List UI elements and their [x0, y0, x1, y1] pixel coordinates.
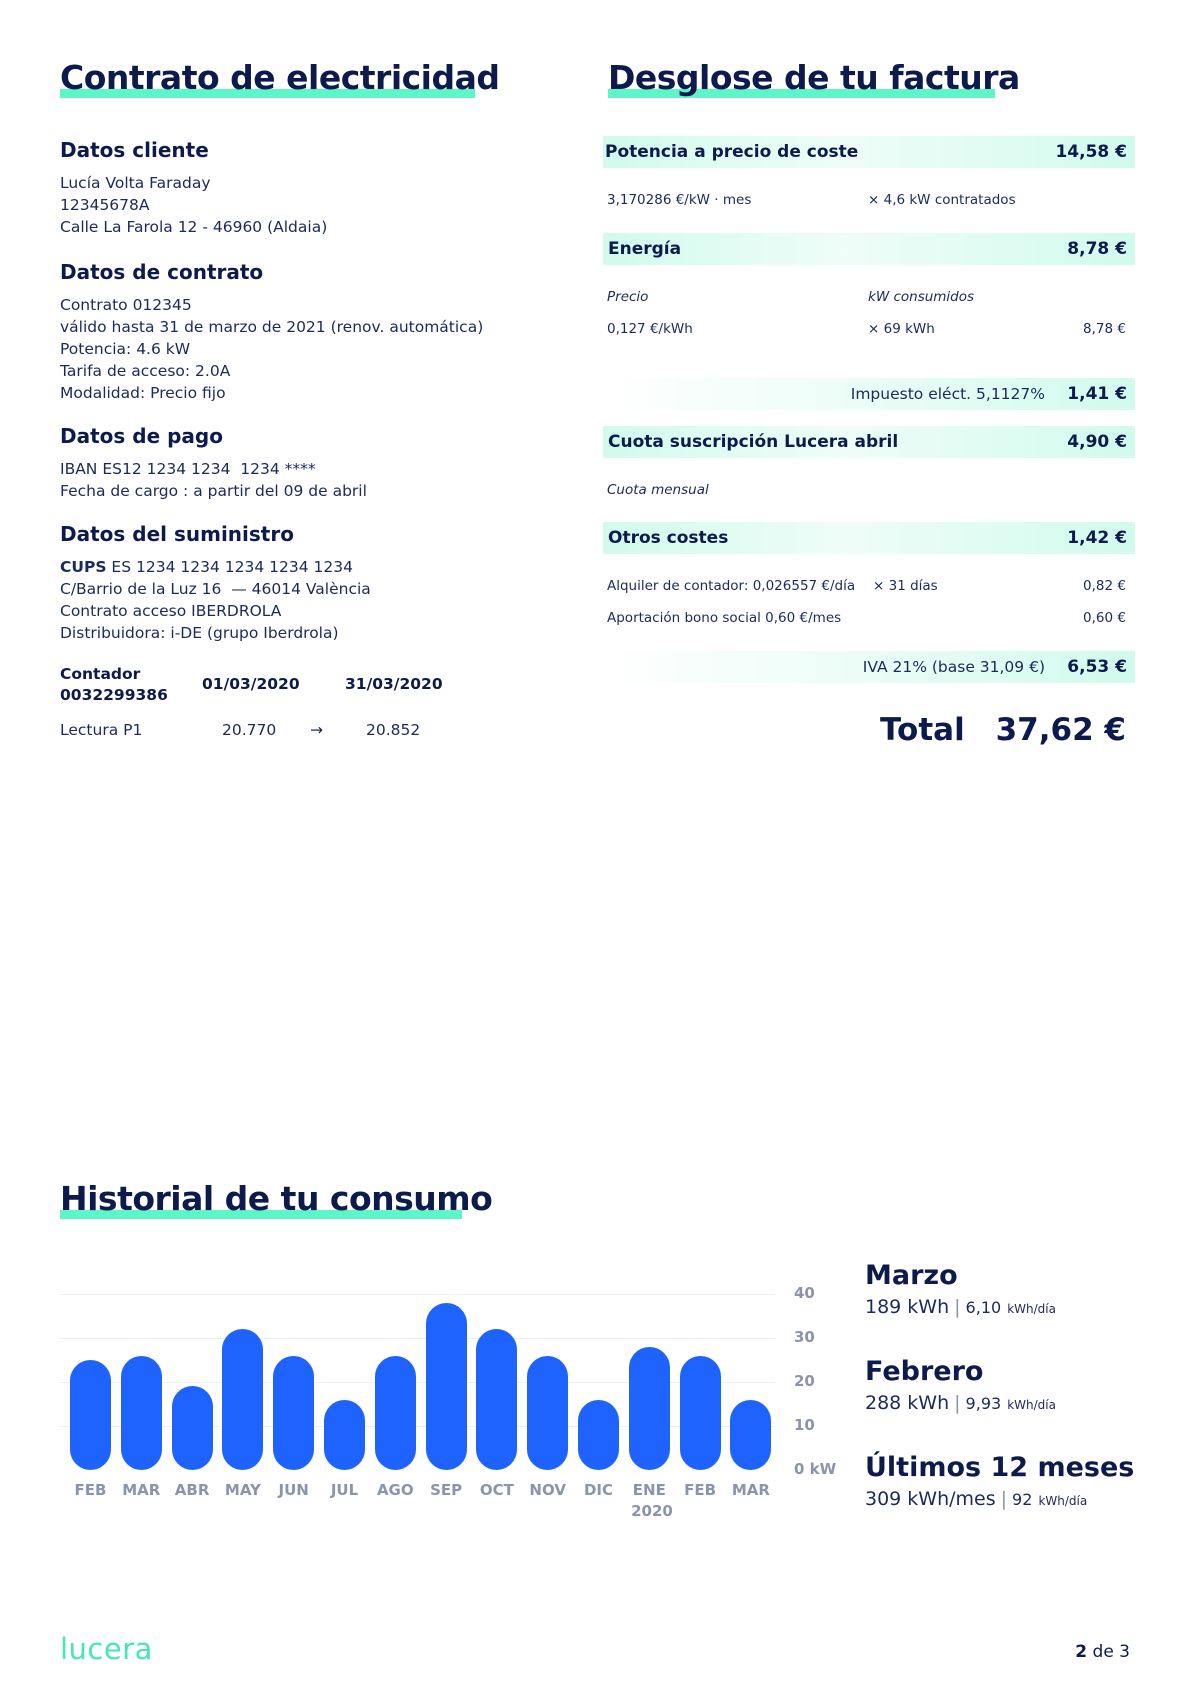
stat-year-title: Últimos 12 meses: [865, 1452, 1135, 1483]
stat-prev-value: [865, 1392, 1056, 1414]
stat-year-kwh: 309 kWh/mes: [865, 1488, 996, 1510]
x-tick-label: NOV: [529, 1481, 566, 1499]
contract-mode: Modalidad: Precio fijo: [60, 384, 226, 402]
contract-heading: Datos de contrato: [60, 260, 264, 284]
client-id: 12345678A: [60, 196, 150, 214]
meter-reading-from: 20.770: [222, 721, 277, 739]
x-tick-label: AGO: [376, 1481, 414, 1499]
meter-date-to: 31/03/2020: [345, 675, 443, 693]
stat-year-value: [865, 1488, 1087, 1510]
energia-col-price: Precio: [607, 289, 649, 305]
energia-subtotal: 8,78 €: [1083, 321, 1126, 337]
y-tick-label: 40: [794, 1284, 815, 1302]
x-tick-label: SEP: [430, 1481, 463, 1499]
otros-row: [603, 522, 1135, 554]
alquiler-label: Alquiler de contador: 0,026557 €/día: [607, 578, 856, 594]
meter-number: 0032299386: [60, 686, 168, 704]
cups-value: ES 1234 1234 1234 1234 1234: [106, 558, 353, 576]
bar-abr-2: [172, 1386, 213, 1470]
stat-prev-title: Febrero: [865, 1356, 984, 1387]
gridline-40: [60, 1294, 775, 1295]
x-year-label: 2020: [631, 1502, 673, 1520]
supply-heading: Datos del suministro: [60, 522, 294, 546]
bar-may-3: [222, 1329, 263, 1470]
supply-address: C/Barrio de la Luz 16 — 46014 València: [60, 580, 371, 598]
stat-prev-unit: kWh/día: [1007, 1398, 1056, 1412]
supply-access: Contrato acceso IBERDROLA: [60, 602, 282, 620]
energia-label: Energía: [608, 239, 682, 259]
impuesto-label: Impuesto eléct. 5,1127%: [850, 385, 1045, 403]
energia-row: [603, 233, 1135, 265]
meter-reading-label: Lectura P1: [60, 721, 143, 739]
stat-prev-kwh: 288 kWh: [865, 1392, 950, 1414]
impuesto-row: [603, 378, 1135, 410]
payment-iban: IBAN ES12 1234 1234 1234 ****: [60, 460, 316, 478]
potencia-label: Potencia a precio de coste: [605, 142, 859, 162]
breakdown-title: Desglose de tu factura: [608, 58, 1020, 97]
bar-ago-6: [375, 1356, 416, 1470]
stat-month-unit: kWh/día: [1007, 1302, 1056, 1316]
client-heading: Datos cliente: [60, 138, 209, 162]
x-tick-label: FEB: [74, 1481, 107, 1499]
cuota-note: Cuota mensual: [607, 482, 709, 498]
bar-ene-11: [629, 1347, 670, 1470]
meter-reading-to: 20.852: [366, 721, 421, 739]
payment-section: [60, 424, 580, 502]
cuota-label: Cuota suscripción Lucera abril: [608, 432, 899, 452]
client-name: Lucía Volta Faraday: [60, 174, 211, 192]
bar-mar-13: [730, 1400, 771, 1470]
x-tick-label: ENE: [632, 1481, 666, 1499]
history-title: Historial de tu consumo: [60, 1179, 493, 1218]
contract-section: [60, 260, 580, 404]
stat-separator: |: [1000, 1488, 1008, 1510]
contract-validity: válido hasta 31 de marzo de 2021 (renov. automática): [60, 318, 484, 336]
stat-month-per-day: 6,10: [965, 1298, 1002, 1317]
stat-month-title: Marzo: [865, 1260, 958, 1291]
bar-mar-1: [121, 1356, 162, 1470]
page-of: de 3: [1087, 1642, 1130, 1662]
page-current: 2: [1075, 1642, 1088, 1662]
stat-month-kwh: 189 kWh: [865, 1296, 950, 1318]
bar-jun-4: [273, 1356, 314, 1470]
bar-feb-12: [680, 1356, 721, 1470]
y-tick-label: 30: [794, 1328, 815, 1346]
bar-oct-8: [476, 1329, 517, 1470]
alquiler-qty: × 31 días: [873, 578, 938, 594]
energia-amount: 8,78 €: [1067, 239, 1127, 259]
x-tick-label: JUL: [330, 1481, 359, 1499]
contract-title: Contrato de electricidad: [60, 58, 500, 97]
total-amount: 37,62 €: [995, 712, 1126, 748]
payment-heading: Datos de pago: [60, 424, 223, 448]
potencia-rate: 3,170286 €/kW · mes: [607, 192, 752, 208]
bono-amount: 0,60 €: [1083, 610, 1126, 626]
otros-label: Otros costes: [608, 528, 729, 548]
cuota-amount: 4,90 €: [1067, 432, 1127, 452]
contract-number: Contrato 012345: [60, 296, 192, 314]
potencia-qty: × 4,6 kW contratados: [868, 192, 1016, 208]
contract-power: Potencia: 4.6 kW: [60, 340, 191, 358]
energia-price: 0,127 €/kWh: [607, 321, 693, 337]
y-tick-label: 20: [794, 1372, 815, 1390]
cuota-row: [603, 426, 1135, 458]
iva-amount: 6,53 €: [1067, 657, 1127, 677]
stat-separator: |: [954, 1392, 961, 1414]
payment-charge-date: Fecha de cargo : a partir del 09 de abril: [60, 482, 367, 500]
meter-label: Contador: [60, 665, 141, 683]
alquiler-amount: 0,82 €: [1083, 578, 1126, 594]
energia-kwh: × 69 kWh: [868, 321, 935, 337]
x-tick-label: MAR: [731, 1481, 770, 1499]
meter-arrow: →: [310, 721, 323, 739]
bar-dic-10: [578, 1400, 619, 1470]
y-tick-label: 10: [794, 1416, 815, 1434]
stat-year-per-day: 92: [1012, 1490, 1033, 1509]
bono-label: Aportación bono social 0,60 €/mes: [607, 610, 842, 626]
x-tick-label: DIC: [583, 1481, 614, 1499]
stat-prev-per-day: 9,93: [965, 1394, 1002, 1413]
supply-cups: [60, 556, 580, 578]
gridline-30: [60, 1338, 775, 1339]
x-tick-label: FEB: [684, 1481, 717, 1499]
x-tick-label: JUN: [278, 1481, 309, 1499]
iva-label: IVA 21% (base 31,09 €): [862, 658, 1045, 676]
supply-distributor: Distribuidora: i-DE (grupo Iberdrola): [60, 624, 339, 642]
energia-col-kw: kW consumidos: [868, 289, 975, 305]
x-tick-label: OCT: [479, 1481, 514, 1499]
total-label: Total: [880, 712, 965, 748]
gridline-20: [60, 1382, 775, 1383]
stat-month-value: [865, 1296, 1056, 1318]
bar-nov-9: [527, 1356, 568, 1470]
page-indicator: [1075, 1642, 1130, 1662]
client-section: [60, 138, 580, 238]
stat-year-unit: kWh/día: [1038, 1494, 1088, 1508]
iva-row: [603, 651, 1135, 683]
meter-date-from: 01/03/2020: [202, 675, 300, 693]
potencia-amount: 14,58 €: [1055, 142, 1127, 162]
x-tick-label: MAY: [224, 1481, 261, 1499]
cups-label: CUPS: [60, 558, 107, 576]
bar-feb-0: [70, 1360, 111, 1470]
gridline-10: [60, 1426, 775, 1427]
potencia-row: [603, 136, 1135, 168]
client-address: Calle La Farola 12 - 46960 (Aldaia): [60, 218, 328, 236]
stat-separator: |: [954, 1296, 961, 1318]
lucera-logo: lucera: [60, 1632, 153, 1666]
impuesto-amount: 1,41 €: [1067, 384, 1127, 404]
x-tick-label: MAR: [122, 1481, 161, 1499]
bar-sep-7: [426, 1303, 467, 1470]
otros-amount: 1,42 €: [1067, 528, 1127, 548]
y-tick-label: 0 kW: [794, 1460, 837, 1478]
supply-section: [60, 522, 580, 644]
contract-tariff: Tarifa de acceso: 2.0A: [60, 362, 231, 380]
bar-jul-5: [324, 1400, 365, 1470]
x-tick-label: ABR: [174, 1481, 210, 1499]
